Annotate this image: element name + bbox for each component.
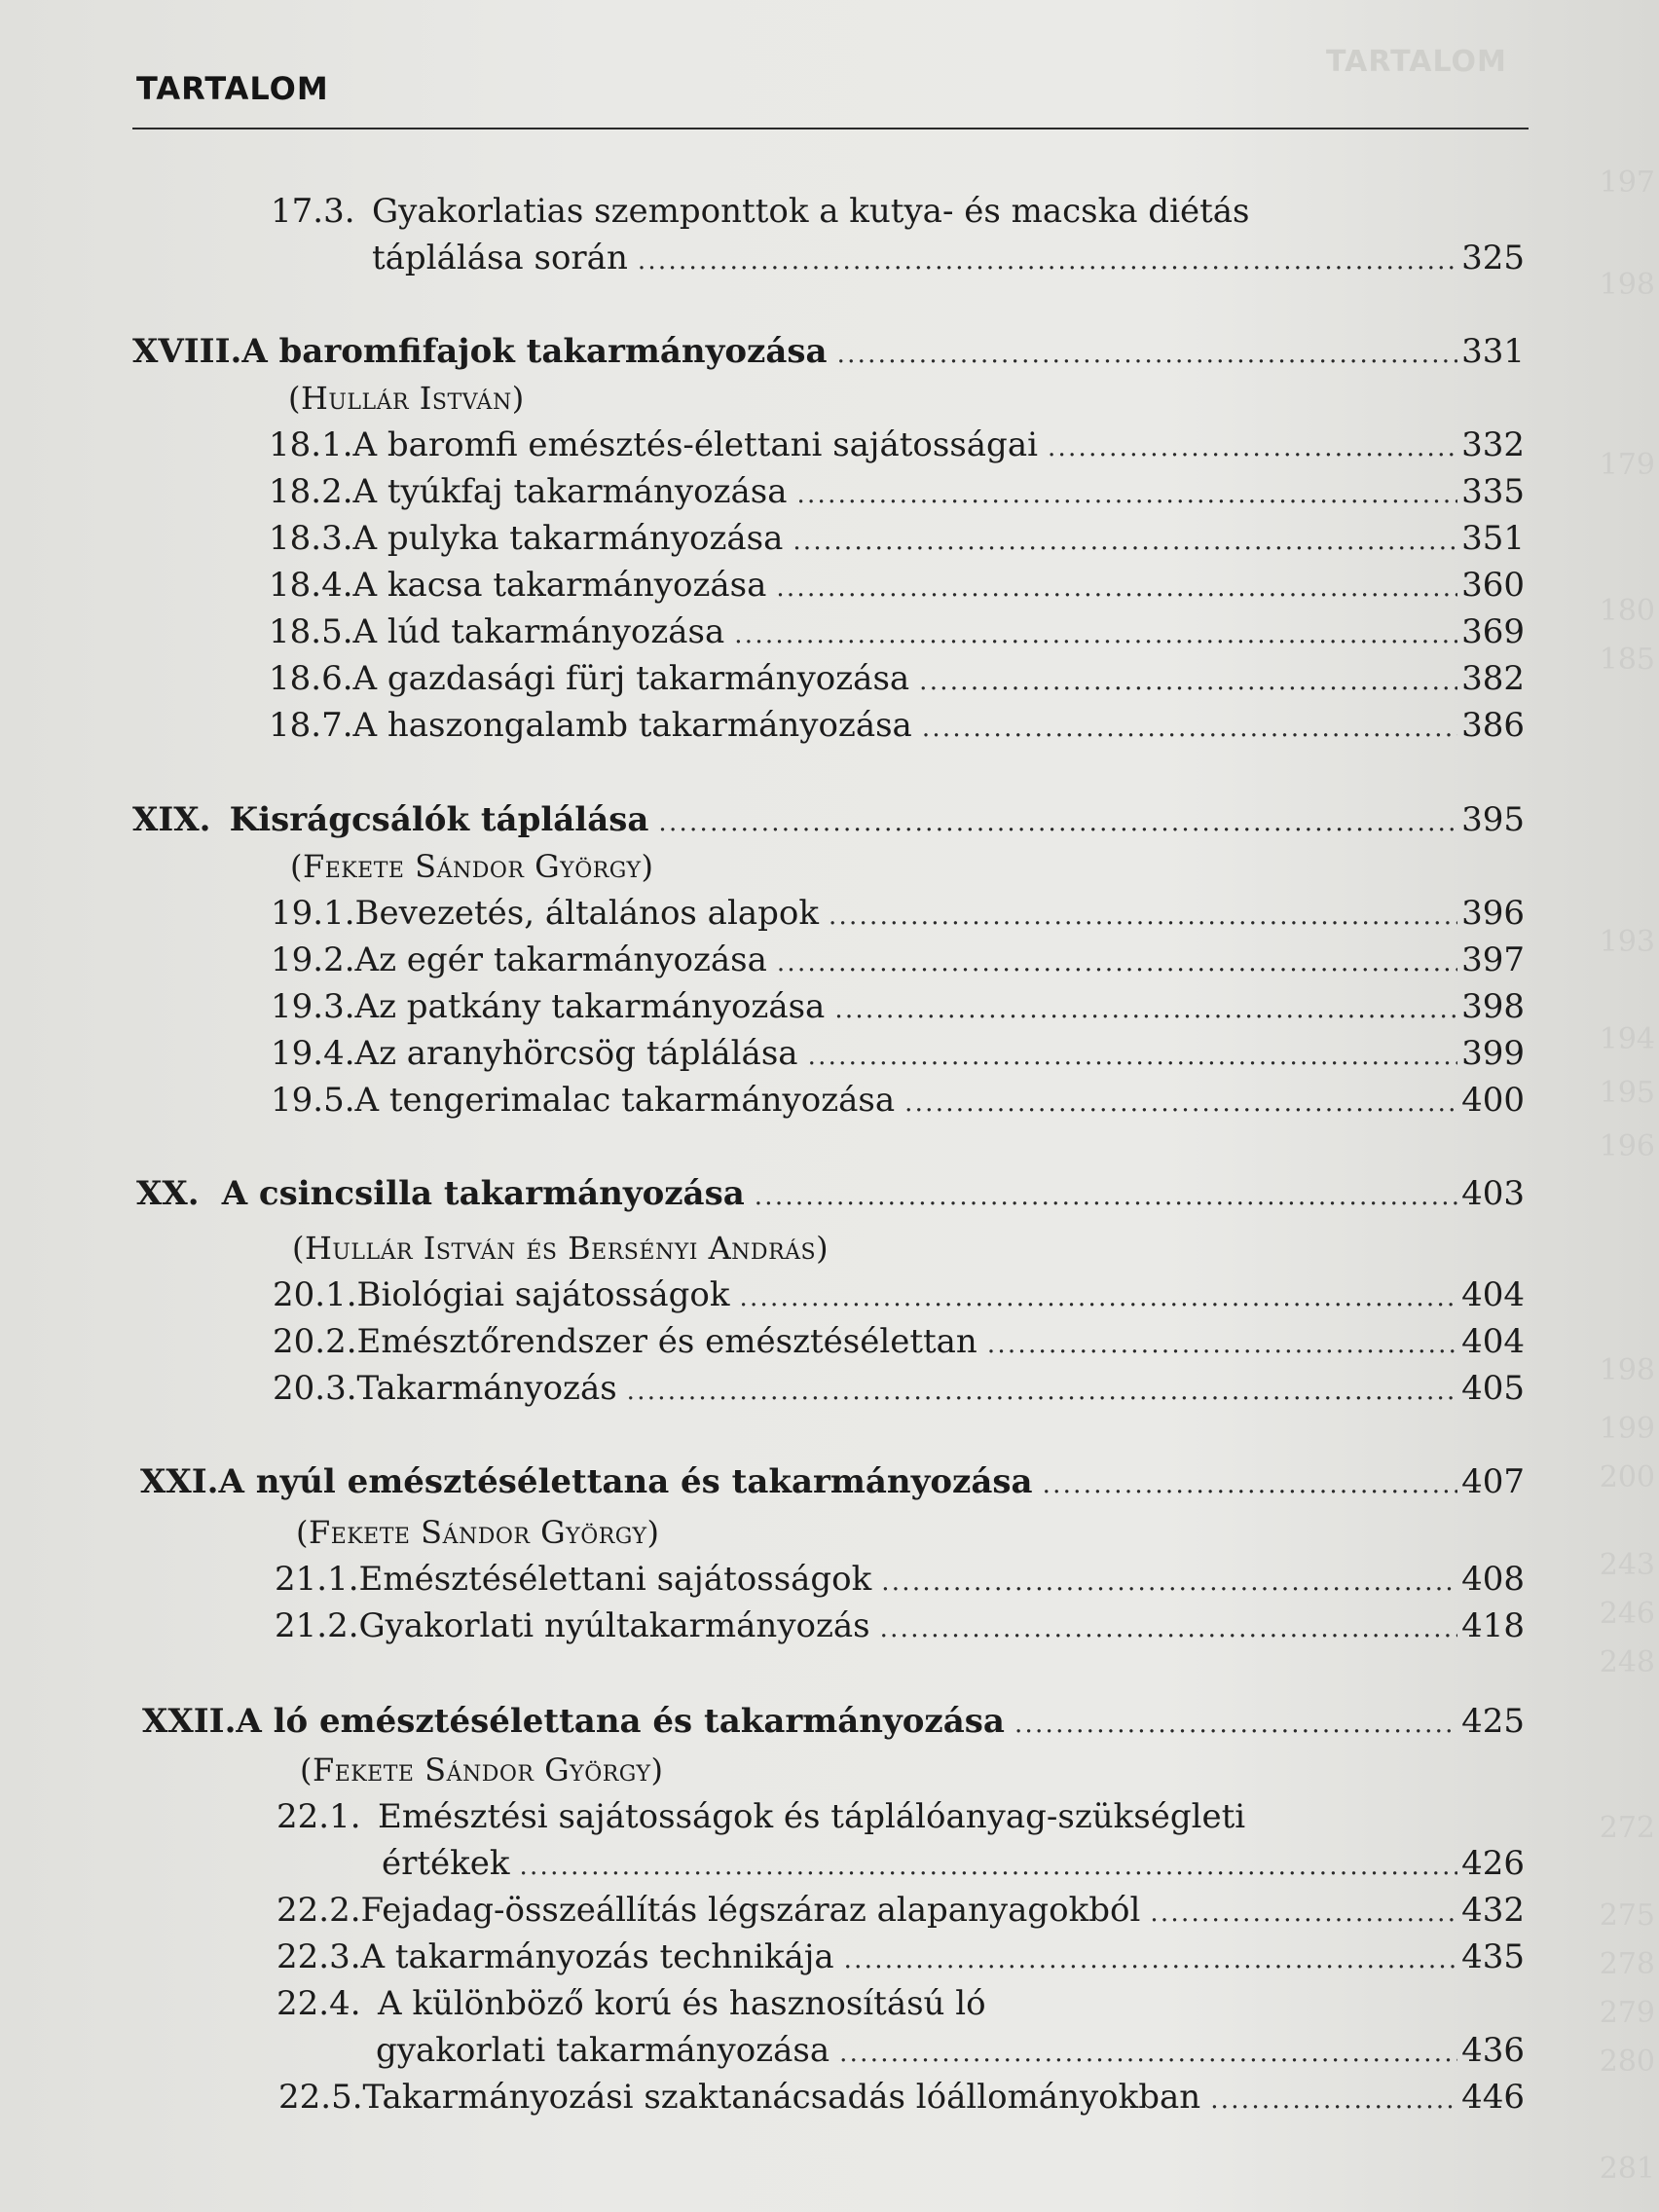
chapter-number: XXI. (140, 1462, 219, 1501)
chapter-author: (Hullár István) (288, 380, 525, 417)
toc-entry-22-4[interactable] (376, 2029, 1525, 2072)
toc-entry-18-2[interactable] (269, 470, 1525, 513)
dot-leader (837, 330, 1458, 373)
dot-leader (1014, 1700, 1457, 1743)
dot-leader (904, 1079, 1457, 1122)
page-number: 408 (1461, 1560, 1525, 1599)
entry-number: 22.4. (276, 1984, 361, 2023)
dot-leader (739, 1273, 1457, 1316)
dot-leader (922, 704, 1457, 747)
toc-entry-18-3[interactable] (269, 517, 1525, 560)
toc-entry-18-4[interactable] (269, 564, 1525, 607)
page-number: 335 (1461, 472, 1525, 511)
page-number: 418 (1461, 1606, 1525, 1645)
dot-leader (519, 1842, 1457, 1885)
page-number: 400 (1461, 1081, 1525, 1120)
dot-leader (627, 1367, 1457, 1410)
dot-leader (881, 1558, 1457, 1601)
chapter-title: A ló emésztésélettana és takarmányozása (236, 1702, 1005, 1741)
toc-entry-18-5[interactable] (269, 610, 1525, 653)
entry-text: Fejadag-összeállítás légszáraz alapanyagokból (360, 1891, 1141, 1930)
dot-leader (658, 798, 1457, 841)
page-number: 396 (1461, 894, 1525, 933)
page-number: 360 (1461, 566, 1525, 605)
page-number: 398 (1461, 987, 1525, 1026)
entry-text: Emésztésélettani sajátosságok (358, 1560, 872, 1599)
entry-text: értékek (382, 1844, 510, 1883)
dot-leader (755, 1172, 1457, 1215)
dot-leader (844, 1936, 1457, 1978)
toc-chapter-xx[interactable] (136, 1172, 1525, 1215)
entry-text: Takarmányozási szaktanácsadás lóállományokban (362, 2078, 1201, 2117)
entry-number: 19.3. (271, 987, 355, 1026)
dot-leader (919, 657, 1457, 700)
entry-number: 18.6. (269, 659, 353, 698)
entry-text: Takarmányozás (356, 1369, 617, 1408)
toc-entry-17-3[interactable] (372, 237, 1525, 279)
toc-entry-17-3-line1 (271, 190, 1249, 233)
running-header: TARTALOM (136, 70, 329, 107)
page-number: 331 (1461, 332, 1525, 371)
entry-number: 22.1. (276, 1797, 361, 1836)
page-number: 436 (1461, 2031, 1525, 2070)
page-number: 426 (1461, 1844, 1525, 1883)
page-number: 407 (1461, 1462, 1525, 1501)
entry-text: Gyakorlatias szemponttok a kutya- és macska diétás (372, 192, 1250, 231)
page-number: 404 (1461, 1322, 1525, 1361)
page-number: 403 (1461, 1174, 1525, 1213)
chapter-number: XX. (136, 1174, 200, 1213)
entry-number: 18.4. (269, 566, 353, 605)
dot-leader (839, 2029, 1457, 2072)
page-number: 351 (1461, 519, 1525, 558)
toc-entry-18-1[interactable] (269, 424, 1525, 466)
entry-number: 21.1. (275, 1560, 359, 1599)
entry-number: 19.1. (271, 894, 355, 933)
toc-entry-20-3[interactable] (273, 1367, 1525, 1410)
toc-entry-21-2[interactable] (275, 1604, 1525, 1647)
entry-number: 19.5. (271, 1081, 355, 1120)
toc-entry-20-1[interactable] (273, 1273, 1525, 1316)
entry-text: táplálása során (372, 239, 628, 277)
entry-text: A tyúkfaj takarmányozása (352, 472, 788, 511)
entry-number: 22.5. (278, 2078, 363, 2117)
chapter-number: XVIII. (132, 332, 242, 371)
entry-number: 18.1. (269, 425, 353, 464)
entry-text: gyakorlati takarmányozása (376, 2031, 830, 2070)
dot-leader (797, 470, 1458, 513)
entry-text: Bevezetés, általános alapok (354, 894, 819, 933)
page-number: 386 (1461, 706, 1525, 745)
entry-text: Emésztőrendszer és emésztésélettan (356, 1322, 977, 1361)
chapter-number: XIX. (132, 800, 211, 839)
toc-entry-22-1-line1 (276, 1795, 1245, 1838)
page-number: 399 (1461, 1034, 1525, 1073)
entry-number: 18.5. (269, 612, 353, 651)
chapter-title: Kisrágcsálók táplálása (229, 800, 649, 839)
chapter-author: (Fekete Sándor György) (300, 1751, 664, 1788)
toc-entry-19-2[interactable] (271, 939, 1525, 981)
dot-leader (734, 610, 1457, 653)
dot-leader (1043, 1460, 1458, 1503)
dot-leader (834, 985, 1457, 1028)
chapter-author: (Fekete Sándor György) (290, 848, 654, 885)
entry-number: 18.7. (269, 706, 353, 745)
dot-leader (808, 1032, 1458, 1075)
toc-entry-18-7[interactable] (269, 704, 1525, 747)
page-number: 325 (1461, 239, 1525, 277)
dot-leader (987, 1320, 1457, 1363)
entry-text: A különböző korú és hasznosítású ló (378, 1984, 986, 2023)
toc-entry-19-3[interactable] (271, 985, 1525, 1028)
toc-entry-22-2[interactable] (276, 1889, 1525, 1932)
page-number: 332 (1461, 425, 1525, 464)
entry-text: A lúd takarmányozása (352, 612, 725, 651)
page-number: 435 (1461, 1937, 1525, 1976)
chapter-title: A nyúl emésztésélettana és takarmányozása (218, 1462, 1033, 1501)
entry-text: Gyakorlati nyúltakarmányozás (358, 1606, 870, 1645)
dot-leader (1150, 1889, 1457, 1932)
toc-entry-18-6[interactable] (269, 657, 1525, 700)
page-number: 397 (1461, 940, 1525, 979)
entry-text: Az aranyhörcsög táplálása (354, 1034, 798, 1073)
entry-number: 18.3. (269, 519, 353, 558)
toc-entry-20-2[interactable] (273, 1320, 1525, 1363)
chapter-title: A csincsilla takarmányozása (221, 1174, 745, 1213)
toc-entry-19-5[interactable] (271, 1079, 1525, 1122)
toc-entry-21-1[interactable] (275, 1558, 1525, 1601)
toc-chapter-xxi[interactable] (140, 1460, 1525, 1503)
entry-number: 19.2. (271, 940, 355, 979)
entry-number: 22.3. (276, 1937, 361, 1976)
dot-leader (829, 892, 1457, 935)
entry-text: Az patkány takarmányozása (354, 987, 826, 1026)
page-number: 382 (1461, 659, 1525, 698)
page-number: 395 (1461, 800, 1525, 839)
bleed-through-header: TARTALOM (1326, 45, 1507, 79)
entry-number: 19.4. (271, 1034, 355, 1073)
entry-number: 22.2. (276, 1891, 361, 1930)
chapter-title: A baromfifajok takarmányozása (241, 332, 828, 371)
toc-entry-19-1[interactable] (271, 892, 1525, 935)
bleed-through-text: 197 198 179 180 185 193 194 195 196 198 199 200 243 246 248 272 275 278 279 280 281 (1599, 166, 1655, 2186)
entry-number: 20.1. (273, 1275, 357, 1314)
page-number: 425 (1461, 1702, 1525, 1741)
dot-leader (880, 1604, 1457, 1647)
entry-number: 18.2. (269, 472, 353, 511)
entry-text: Emésztési sajátosságok és táplálóanyag-szükségleti (378, 1797, 1246, 1836)
toc-entry-22-4-line1 (276, 1982, 986, 2025)
chapter-author: (Fekete Sándor György) (296, 1514, 660, 1551)
toc-chapter-xxii[interactable] (142, 1700, 1525, 1743)
dot-leader (638, 237, 1457, 279)
entry-text: A takarmányozás technikája (360, 1937, 834, 1976)
entry-text: A tengerimalac takarmányozása (354, 1081, 896, 1120)
page-number: 432 (1461, 1891, 1525, 1930)
dot-leader (1210, 2076, 1457, 2119)
dot-leader (776, 564, 1457, 607)
chapter-number: XXII. (142, 1702, 237, 1741)
toc-chapter-xix[interactable] (132, 798, 1525, 841)
page-number: 404 (1461, 1275, 1525, 1314)
page-number: 446 (1461, 2078, 1525, 2117)
chapter-author: (Hullár István és Bersényi András) (292, 1230, 830, 1267)
toc-entry-22-5[interactable] (278, 2076, 1525, 2119)
entry-text: A pulyka takarmányozása (352, 519, 784, 558)
entry-text: A gazdasági fürj takarmányozása (352, 659, 910, 698)
entry-text: A haszongalamb takarmányozása (352, 706, 912, 745)
dot-leader (777, 939, 1457, 981)
dot-leader (1048, 424, 1457, 466)
toc-entry-22-3[interactable] (276, 1936, 1525, 1978)
page-number: 405 (1461, 1369, 1525, 1408)
entry-text: A baromfi emésztés-élettani sajátosságai (352, 425, 1038, 464)
toc-entry-19-4[interactable] (271, 1032, 1525, 1075)
entry-text: A kacsa takarmányozása (352, 566, 767, 605)
page-number: 369 (1461, 612, 1525, 651)
entry-number: 20.3. (273, 1369, 357, 1408)
entry-number: 20.2. (273, 1322, 357, 1361)
entry-text: Az egér takarmányozása (354, 940, 767, 979)
entry-text: Biológiai sajátosságok (356, 1275, 730, 1314)
toc-chapter-xviii[interactable] (132, 330, 1525, 373)
entry-number: 21.2. (275, 1606, 359, 1645)
dot-leader (793, 517, 1457, 560)
toc-entry-22-1[interactable] (382, 1842, 1525, 1885)
entry-number: 17.3. (271, 192, 355, 231)
